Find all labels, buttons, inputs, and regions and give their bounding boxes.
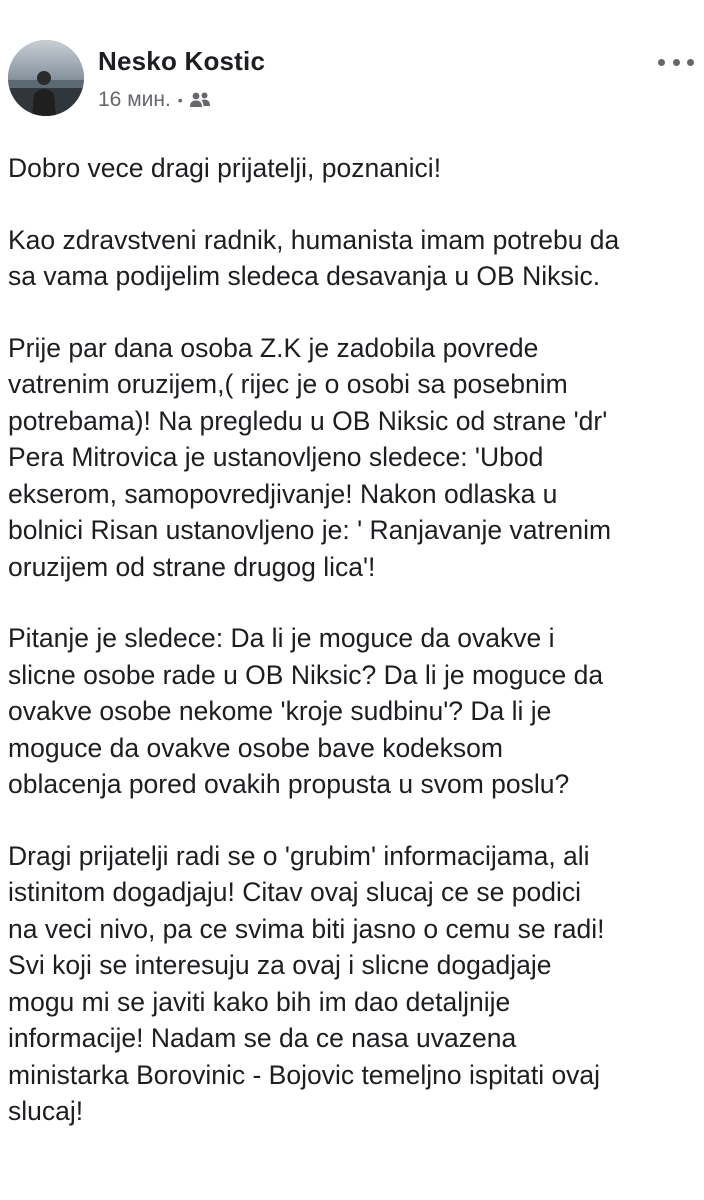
more-options-dot bbox=[687, 59, 694, 66]
avatar[interactable] bbox=[8, 40, 84, 116]
post-body bbox=[8, 150, 700, 1130]
meta-separator: • bbox=[177, 92, 183, 108]
post-paragraph: Dragi prijatelji radi se o 'grubim' informacijama, ali istinitom dogadjaju! Citav ovaj slucaj ce se podici na veci nivo, pa ce svima biti jasno o cemu se radi! Svi koji se interesuju za ovaj i slicne dogadjaje mogu mi se javiti kako bih im dao detaljnije informacije! Nadam se da ce nasa uvazena ministarka Borovinic - Bojovic temeljno ispitati ovaj slucaj! bbox=[8, 840, 605, 1126]
post-paragraph: Dobro vece dragi prijatelji, poznanici! bbox=[8, 153, 442, 183]
more-options-dot bbox=[658, 59, 665, 66]
friends-icon[interactable] bbox=[189, 91, 211, 109]
avatar-photo-icon bbox=[8, 40, 84, 116]
post-header bbox=[8, 40, 698, 124]
post-paragraph: Kao zdravstveni radnik, humanista imam potrebu da sa vama podijelim sledeca desavanja u OB Niksic. bbox=[8, 224, 620, 291]
author-name[interactable]: Nesko Kostic bbox=[98, 46, 266, 76]
post-timestamp[interactable]: 16 мин. bbox=[98, 88, 171, 111]
post-meta bbox=[98, 88, 211, 112]
more-options-button[interactable] bbox=[658, 52, 694, 72]
post-paragraph: Prije par dana osoba Z.K je zadobila povrede vatrenim oruzijem,( rijec je o osobi sa posebnim potrebama)! Na pregledu u OB Niksic od strane 'dr' Pera Mitrovica je ustanovljeno sledece: 'Ubod ekserom, samopovredjivanje! Nakon odlaska u bolnici Risan ustanovljeno je: ' Ranjavanje vatrenim oruzijem od strane drugog lica'! bbox=[8, 332, 612, 582]
more-options-dot bbox=[673, 59, 680, 66]
post-paragraph: Pitanje je sledece: Da li je moguce da ovakve i slicne osobe rade u OB Niksic? Da li je moguce da ovakve osobe nekome 'kroje sudbinu'? Da li je moguce da ovakve osobe bave kodeksom oblacenja pored ovakih propusta u svom poslu? bbox=[8, 623, 604, 799]
